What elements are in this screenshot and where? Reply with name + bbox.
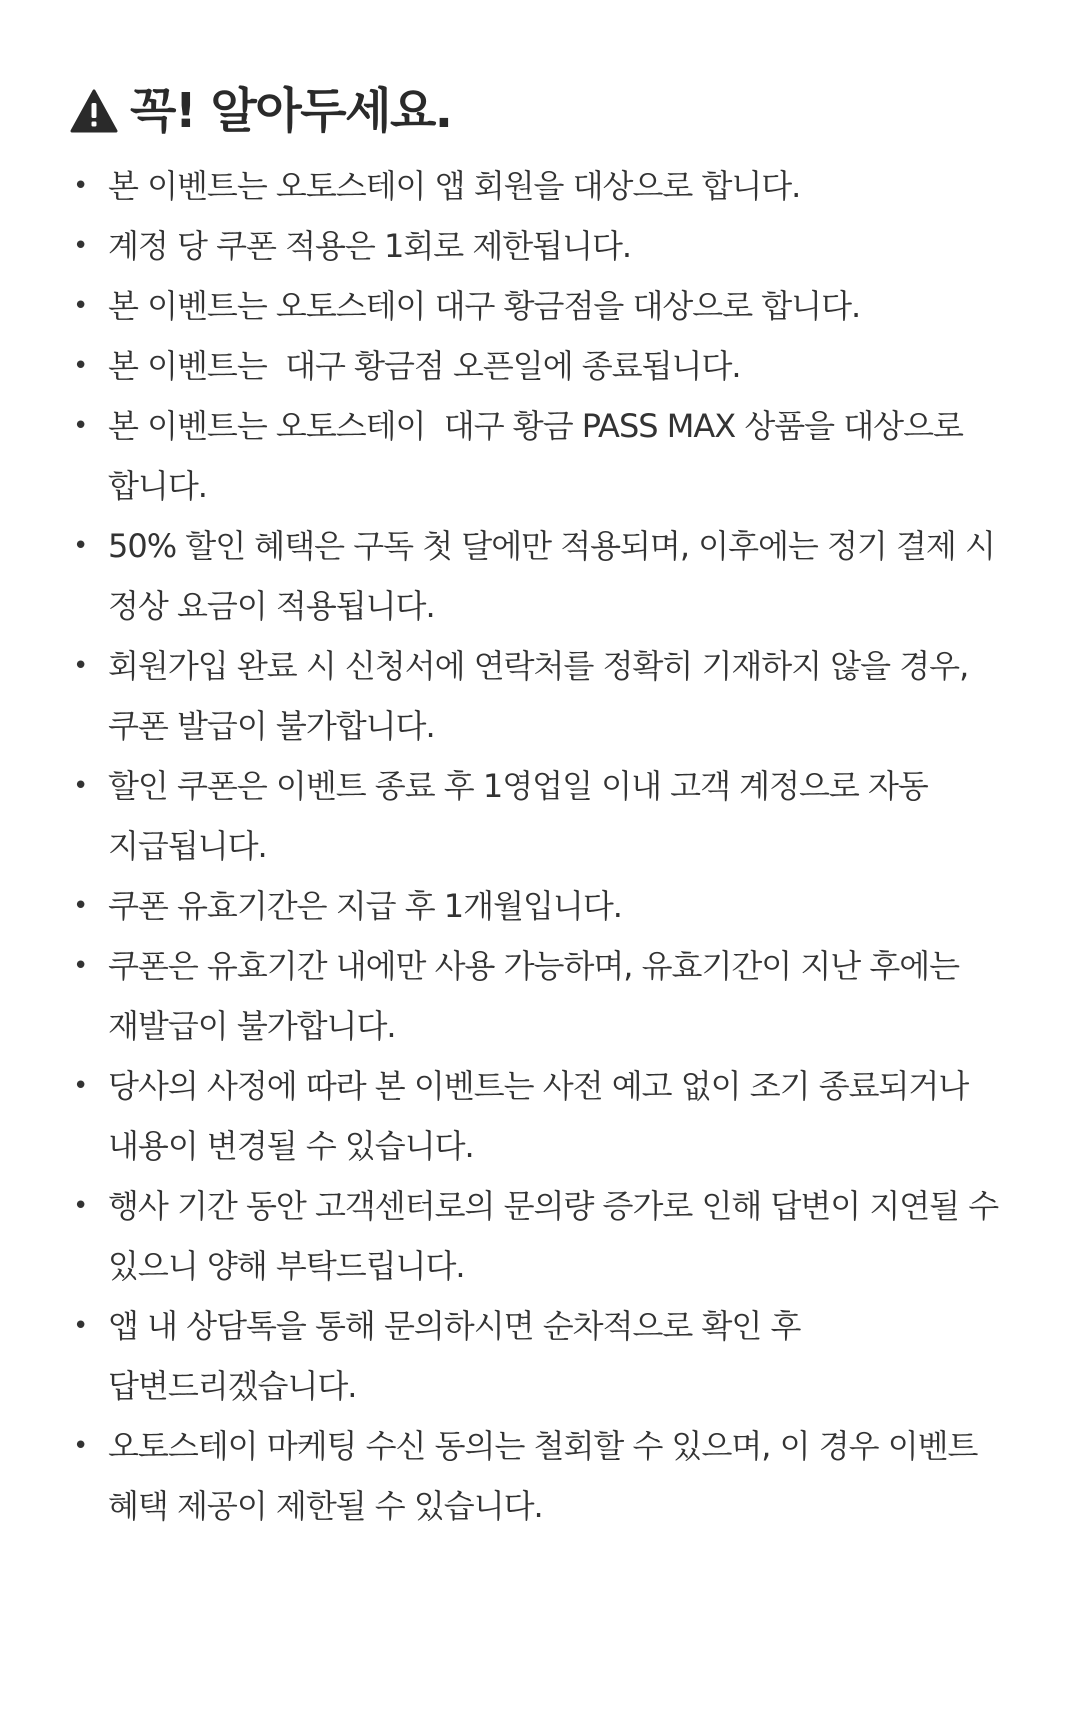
- notice-item: [70, 636, 1020, 756]
- notice-item-text: 할인 쿠폰은 이벤트 종료 후 1영업일 이내 고객 계정으로 자동 지급됩니다.: [108, 767, 937, 865]
- notice-list: [70, 156, 1020, 1536]
- notice-item-text: 회원가입 완료 시 신청서에 연락처를 정확히 기재하지 않을 경우, 쿠폰 발급이 불가합니다.: [108, 647, 978, 745]
- notice-item-text: 행사 기간 동안 고객센터로의 문의량 증가로 인해 답변이 지연될 수 있으니 양해 부탁드립니다.: [108, 1187, 1008, 1285]
- notice-item: [70, 276, 1020, 336]
- notice-item-text: 쿠폰 유효기간은 지급 후 1개월입니다.: [108, 887, 622, 925]
- notice-item: [70, 756, 1020, 876]
- notice-header: [70, 74, 1020, 148]
- notice-item-text: 당사의 사정에 따라 본 이벤트는 사전 예고 없이 조기 종료되거나 내용이 변경될 수 있습니다.: [108, 1067, 978, 1165]
- bullet-dot: •: [73, 951, 88, 981]
- bullet-dot: •: [73, 231, 88, 261]
- notice-title: 꼭! 알아두세요.: [130, 83, 452, 139]
- notice-item-text: 오토스테이 마케팅 수신 동의는 철회할 수 있으며, 이 경우 이벤트 혜택 제공이 제한될 수 있습니다.: [108, 1427, 987, 1525]
- notice-item: [70, 936, 1020, 1056]
- notice-item-text: 50% 할인 혜택은 구독 첫 달에만 적용되며, 이후에는 정기 결제 시 정상 요금이 적용됩니다.: [108, 527, 1005, 625]
- bullet-dot: •: [73, 651, 88, 681]
- bullet-dot: •: [73, 1071, 88, 1101]
- notice-item: [70, 876, 1020, 936]
- bullet-dot: •: [73, 771, 88, 801]
- notice-item: [70, 1056, 1020, 1176]
- bullet-dot: •: [73, 1431, 88, 1461]
- warning-icon: [70, 89, 118, 133]
- bullet-dot: •: [73, 411, 88, 441]
- bullet-dot: •: [73, 351, 88, 381]
- bullet-dot: •: [73, 171, 88, 201]
- notice-item: [70, 1296, 1020, 1416]
- bullet-dot: •: [73, 291, 88, 321]
- bullet-dot: •: [73, 891, 88, 921]
- bullet-dot: •: [73, 1191, 88, 1221]
- notice-item: [70, 516, 1020, 636]
- notice-item: [70, 156, 1020, 216]
- notice-item-text: 본 이벤트는 대구 황금점 오픈일에 종료됩니다.: [108, 347, 741, 385]
- notice-item: [70, 396, 1020, 516]
- notice-item: [70, 1416, 1020, 1536]
- notice-item-text: 본 이벤트는 오토스테이 앱 회원을 대상으로 합니다.: [108, 167, 801, 205]
- notice-item: [70, 216, 1020, 276]
- notice-item-text: 계정 당 쿠폰 적용은 1회로 제한됩니다.: [108, 227, 632, 265]
- bullet-dot: •: [73, 531, 88, 561]
- notice-item: [70, 1176, 1020, 1296]
- notice-item-text: 앱 내 상담톡을 통해 문의하시면 순차적으로 확인 후 답변드리겠습니다.: [108, 1307, 810, 1405]
- notice-item-text: 쿠폰은 유효기간 내에만 사용 가능하며, 유효기간이 지난 후에는 재발급이 불가합니다.: [108, 947, 969, 1045]
- bullet-dot: •: [73, 1311, 88, 1341]
- notice-item-text: 본 이벤트는 오토스테이 대구 황금점을 대상으로 합니다.: [108, 287, 861, 325]
- notice-item-text: 본 이벤트는 오토스테이 대구 황금 PASS MAX 상품을 대상으로 합니다.: [108, 407, 973, 505]
- notice-item: [70, 336, 1020, 396]
